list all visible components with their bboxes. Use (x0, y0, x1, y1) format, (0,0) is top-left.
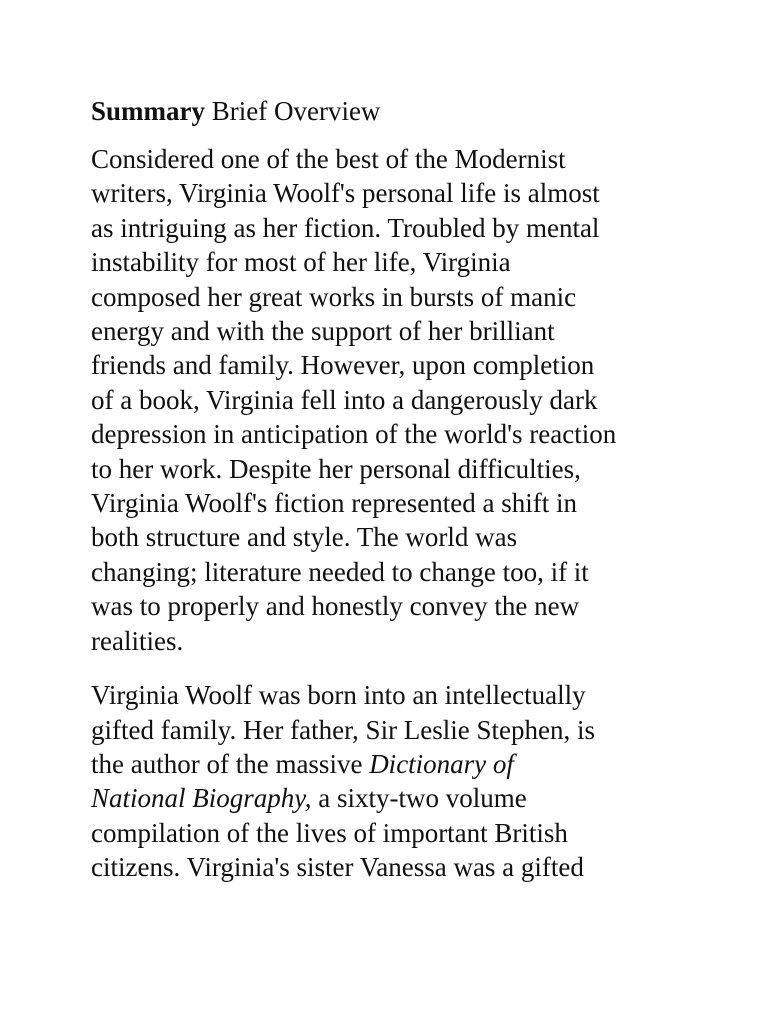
paragraph-line: realities. (91, 625, 184, 656)
paragraph-biography (91, 678, 691, 884)
paragraph-line: citizens. Virginia's sister Vanessa was a gifted (91, 852, 584, 883)
document-body (91, 94, 691, 905)
text-run: the author of the massive (91, 748, 370, 779)
paragraph-line: energy and with the support of her brilliant (91, 316, 555, 347)
paragraph-line: Considered one of the best of the Modernist (91, 144, 566, 174)
paragraph-line: depression in anticipation of the world's reaction (91, 419, 617, 450)
paragraph-line: as intriguing as her fiction. Troubled by mental (91, 212, 600, 243)
paragraph-line: Virginia Woolf was born into an intellectually (91, 680, 586, 711)
heading-bold-label: Summary (91, 96, 205, 126)
paragraph-line: changing; literature needed to change too, if it (91, 556, 589, 587)
book-title-italic: Dictionary of (369, 748, 514, 779)
paragraph-line: was to properly and honestly convey the new (91, 591, 580, 622)
paragraph-line: gifted family. Her father, Sir Leslie Stephen, is (91, 714, 596, 745)
paragraph-line: friends and family. However, upon completion (91, 350, 595, 381)
text-run: a sixty-two volume (311, 783, 527, 814)
paragraph-line: Virginia Woolf's fiction represented a shift in (91, 488, 577, 519)
book-title-italic: National Biography, (91, 783, 312, 814)
paragraph-line: both structure and style. The world was (91, 522, 518, 553)
paragraph-overview (91, 142, 691, 658)
paragraph-line (91, 747, 691, 781)
paragraph-line: to her work. Despite her personal difficulties, (91, 453, 581, 484)
heading-subtitle: Brief Overview (205, 96, 381, 126)
paragraph-line: instability for most of her life, Virginia (91, 247, 511, 278)
paragraph-line: composed her great works in bursts of manic (91, 281, 577, 312)
paragraph-line: of a book, Virginia fell into a dangerously dark (91, 384, 598, 415)
paragraph-line: compilation of the lives of important British (91, 817, 568, 848)
paragraph-line: writers, Virginia Woolf's personal life is almost (91, 178, 600, 209)
paragraph-line (91, 781, 691, 815)
section-heading (91, 94, 691, 128)
